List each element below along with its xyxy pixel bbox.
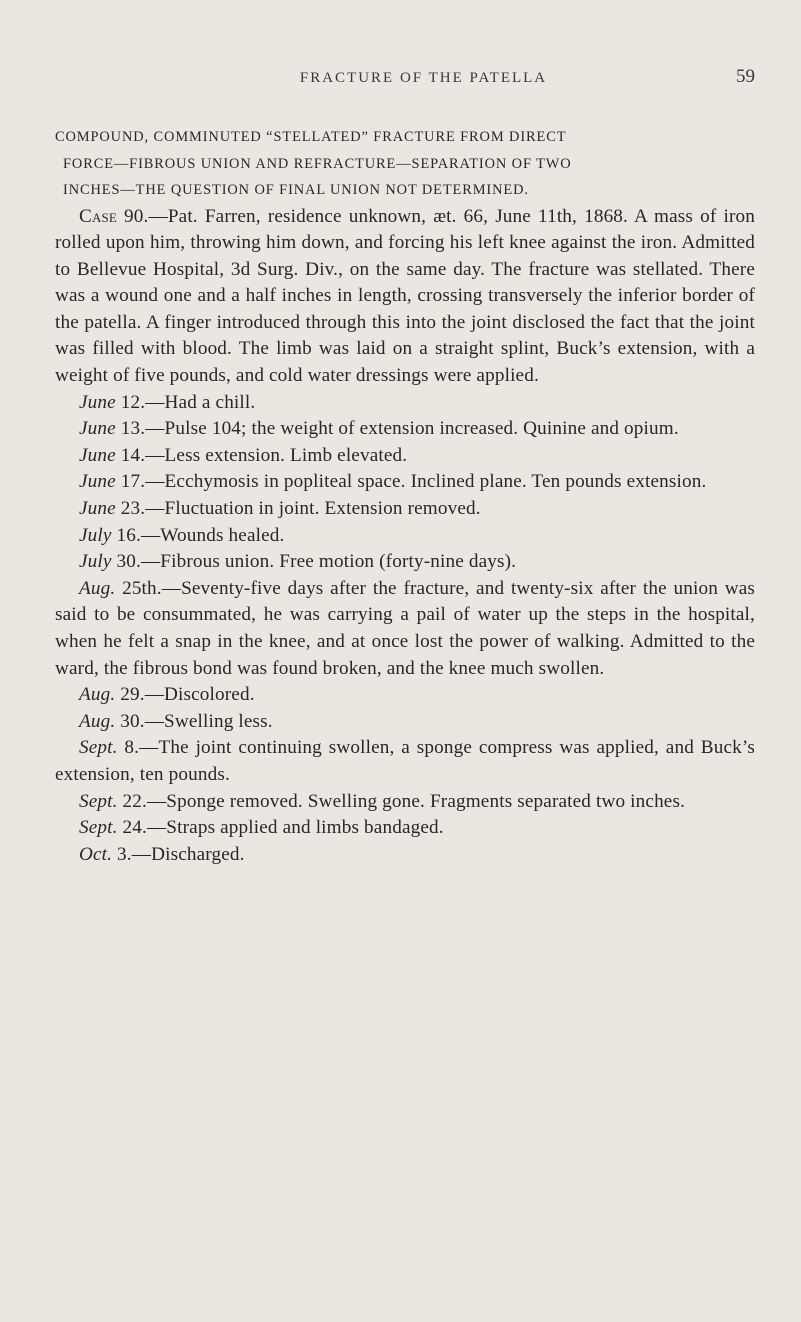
case-entry [55, 735, 755, 788]
entry-date: Oct. [79, 843, 113, 865]
entry-date: Sept. [79, 790, 118, 812]
section-heading [55, 124, 755, 204]
case-entry [55, 549, 755, 576]
entry-text: 3.—Discharged. [112, 843, 245, 865]
case-entry [55, 416, 755, 443]
entry-text: 30.—Swelling less. [115, 710, 273, 732]
case-body [55, 204, 755, 869]
section-heading-line-1: COMPOUND, COMMINUTED “STELLATED” FRACTURE FROM DIRECT [55, 129, 567, 145]
entry-text: 24.—Straps applied and limbs bandaged. [117, 817, 444, 839]
entry-text: 29.—Discolored. [115, 684, 255, 706]
entry-text: 13.—Pulse 104; the weight of extension increased. Quinine and opium. [115, 418, 679, 440]
case-entry [55, 523, 755, 550]
section-heading-line-3: INCHES—THE QUESTION OF FINAL UNION NOT DETERMINED. [63, 182, 529, 198]
case-entry [55, 709, 755, 736]
case-entry [55, 443, 755, 470]
entry-text: 8.—The joint continuing swollen, a sponge compress was applied, and Buck’s extension, ten pounds. [55, 737, 755, 785]
entry-date: Aug. [79, 710, 116, 732]
entry-date: June [79, 418, 116, 440]
case-entry [55, 815, 755, 842]
section-heading-line-2: FORCE—FIBROUS UNION AND REFRACTURE—SEPARATION OF TWO [63, 155, 572, 172]
case-entry [55, 469, 755, 496]
entry-text: 16.—Wounds healed. [111, 524, 285, 546]
entry-date: June [79, 471, 116, 493]
entry-date: June [79, 498, 116, 520]
entry-date: Sept. [79, 737, 118, 759]
entry-text: 17.—Ecchymosis in popliteal space. Inclined plane. Ten pounds extension. [115, 471, 707, 493]
entry-text: 14.—Less extension. Limb elevated. [115, 444, 408, 466]
entry-date: Aug. [79, 684, 116, 706]
case-entries [55, 390, 755, 869]
case-entry [55, 842, 755, 869]
case-entry [55, 576, 755, 682]
entry-text: 30.—Fibrous union. Free motion (forty-nine days). [111, 551, 517, 573]
case-intro-text: 90.—Pat. Farren, residence unknown, æt. 66, June 11th, 1868. A mass of iron rolled upon him, throwing him down, and forcing his left knee against the iron. Admitted to Bellevue Hospital, 3d Surg. Div., on the same day. The fracture was stellated. There was a wound one and a half inches in length, crossing transversely the inferior border of the patella. A finger introduced through this into the joint disclosed the fact that the joint was filled with blood. The limb was laid on a straight splint, Buck’s extension, with a weight of five pounds, and cold water dressings were applied. [55, 205, 755, 387]
entry-text: 25th.—Seventy-five days after the fracture, and twenty-six after the union was said to be consummated, he was carrying a pail of water up the steps in the hospital, when he felt a snap in the knee, and at once lost the power of walking. Admitted to the ward, the fibrous bond was found broken, and the knee much swollen. [55, 577, 755, 679]
running-head-title: FRACTURE OF THE PATELLA [299, 70, 548, 86]
entry-text: 23.—Fluctuation in joint. Extension removed. [115, 498, 481, 520]
entry-text: 22.—Sponge removed. Swelling gone. Fragments separated two inches. [117, 790, 686, 812]
page-number: 59 [736, 66, 755, 87]
entry-date: July [79, 551, 112, 573]
book-page [55, 66, 755, 868]
case-entry [55, 682, 755, 709]
entry-date: June [79, 444, 116, 466]
entry-text: 12.—Had a chill. [115, 391, 256, 413]
entry-date: June [79, 391, 116, 413]
case-entry [55, 390, 755, 417]
case-label: Case [79, 205, 117, 227]
case-intro-paragraph [55, 204, 755, 390]
case-entry [55, 496, 755, 523]
running-head [55, 66, 755, 88]
entry-date: Aug. [79, 577, 116, 599]
entry-date: Sept. [79, 817, 118, 839]
entry-date: July [79, 524, 112, 546]
case-entry [55, 789, 755, 816]
